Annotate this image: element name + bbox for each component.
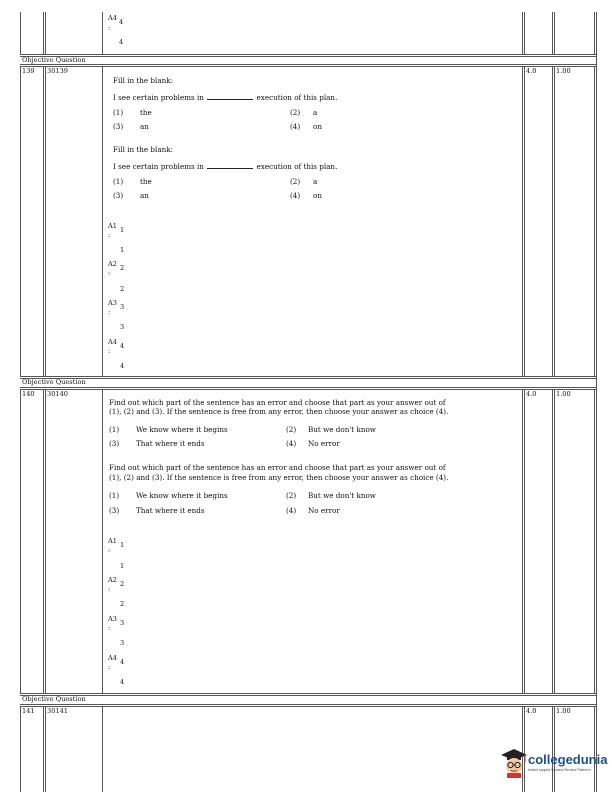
answer-colon: : bbox=[108, 308, 111, 316]
question-negative-marks: 1.00 bbox=[556, 390, 571, 398]
answer-text: 4 bbox=[119, 38, 124, 46]
answer-value: 2 bbox=[120, 264, 125, 272]
question-type: Objective Question bbox=[22, 378, 86, 386]
question-number: 141 bbox=[22, 707, 35, 715]
option-1-text: the bbox=[140, 108, 152, 117]
question-marks: 4.0 bbox=[526, 390, 537, 398]
answer-label: A4 bbox=[108, 14, 117, 22]
option-1-number-repeat: (1) bbox=[113, 177, 124, 186]
answer-colon: : bbox=[108, 347, 111, 355]
answer-text: 1 bbox=[120, 246, 125, 254]
option-2-text-repeat: But we don't know bbox=[308, 491, 376, 500]
question-negative-marks: 1.00 bbox=[556, 67, 571, 75]
option-4-text-repeat: on bbox=[313, 191, 322, 200]
option-1-text: We know where it begins bbox=[136, 425, 228, 434]
option-4-text: on bbox=[313, 122, 322, 131]
question-number: 139 bbox=[22, 67, 35, 75]
answer-value: 4 bbox=[120, 658, 125, 666]
option-2-number: (2) bbox=[290, 108, 301, 117]
question-prompt-repeat: Fill in the blank: bbox=[113, 145, 174, 154]
question-prompt-line-2: (1), (2) and (3). If the sentence is free from any error, then choose your answer as choice (4). bbox=[109, 407, 449, 416]
question-number: 140 bbox=[22, 390, 35, 398]
answer-colon: : bbox=[108, 546, 111, 554]
answer-text: 2 bbox=[120, 600, 125, 608]
answer-colon: : bbox=[108, 585, 111, 593]
answer-label: A4 bbox=[108, 338, 117, 346]
answer-text: 4 bbox=[120, 362, 125, 370]
answer-label: A3 bbox=[108, 299, 117, 307]
option-4-number-repeat: (4) bbox=[290, 191, 301, 200]
answer-text: 3 bbox=[120, 639, 125, 647]
option-1-number: (1) bbox=[113, 108, 124, 117]
answer-value: 1 bbox=[120, 541, 125, 549]
answer-text: 1 bbox=[120, 562, 125, 570]
answer-label: A2 bbox=[108, 260, 117, 268]
question-marks: 4.0 bbox=[526, 707, 537, 715]
answer-value: 2 bbox=[120, 580, 125, 588]
option-3-text-repeat: That where it ends bbox=[136, 506, 205, 515]
option-2-text-repeat: a bbox=[313, 177, 318, 186]
answer-label: A2 bbox=[108, 576, 117, 584]
question-type: Objective Question bbox=[22, 56, 86, 64]
answer-value: 4 bbox=[119, 18, 124, 26]
option-3-text: That where it ends bbox=[136, 439, 205, 448]
answer-label: A4 bbox=[108, 654, 117, 662]
answer-text: 4 bbox=[120, 678, 125, 686]
option-3-number: (3) bbox=[113, 122, 124, 131]
option-1-number-repeat: (1) bbox=[109, 491, 120, 500]
answer-label: A1 bbox=[108, 537, 117, 545]
answer-value: 3 bbox=[120, 619, 125, 627]
option-4-number: (4) bbox=[286, 439, 297, 448]
answer-text: 3 bbox=[120, 323, 125, 331]
option-3-text-repeat: an bbox=[140, 191, 149, 200]
option-1-text-repeat: the bbox=[140, 177, 152, 186]
answer-colon: : bbox=[108, 624, 111, 632]
question-prompt-line-2-repeat: (1), (2) and (3). If the sentence is free from any error, then choose your answer as choice (4). bbox=[109, 473, 449, 482]
question-negative-marks: 1.00 bbox=[556, 707, 571, 715]
option-4-number-repeat: (4) bbox=[286, 506, 297, 515]
option-3-number-repeat: (3) bbox=[109, 506, 120, 515]
option-4-text: No error bbox=[308, 439, 340, 448]
option-1-text-repeat: We know where it begins bbox=[136, 491, 228, 500]
option-2-number: (2) bbox=[286, 425, 297, 434]
option-4-number: (4) bbox=[290, 122, 301, 131]
question-prompt-line-1-repeat: Find out which part of the sentence has an error and choose that part as your answer out of bbox=[109, 463, 446, 472]
question-id: 30141 bbox=[47, 707, 68, 715]
answer-value: 1 bbox=[120, 226, 125, 234]
answer-colon: : bbox=[108, 269, 111, 277]
question-prompt-line-1: Find out which part of the sentence has an error and choose that part as your answer out of bbox=[109, 398, 446, 407]
option-2-text: a bbox=[313, 108, 318, 117]
question-type: Objective Question bbox=[22, 695, 86, 703]
answer-value: 3 bbox=[120, 303, 125, 311]
answer-colon: : bbox=[108, 663, 111, 671]
option-2-text: But we don't know bbox=[308, 425, 376, 434]
answer-colon: : bbox=[108, 24, 111, 32]
answer-label: A1 bbox=[108, 222, 117, 230]
brand-name: collegedunia bbox=[528, 752, 608, 767]
answer-value: 4 bbox=[120, 342, 125, 350]
option-2-number-repeat: (2) bbox=[286, 491, 297, 500]
option-4-text-repeat: No error bbox=[308, 506, 340, 515]
option-3-number-repeat: (3) bbox=[113, 191, 124, 200]
option-3-number: (3) bbox=[109, 439, 120, 448]
student-mascot-icon bbox=[500, 748, 528, 778]
option-2-number-repeat: (2) bbox=[290, 177, 301, 186]
question-id: 30140 bbox=[47, 390, 68, 398]
brand-tagline: India's largest Student Review Platform bbox=[528, 768, 591, 772]
question-marks: 4.0 bbox=[526, 67, 537, 75]
option-1-number: (1) bbox=[109, 425, 120, 434]
question-prompt: Fill in the blank: bbox=[113, 76, 174, 85]
answer-label: A3 bbox=[108, 615, 117, 623]
question-sentence-repeat: I see certain problems in execution of this plan. bbox=[113, 162, 338, 171]
answer-colon: : bbox=[108, 231, 111, 239]
answer-text: 2 bbox=[120, 285, 125, 293]
question-sentence: I see certain problems in execution of this plan. bbox=[113, 93, 338, 102]
option-3-text: an bbox=[140, 122, 149, 131]
question-id: 30139 bbox=[47, 67, 68, 75]
